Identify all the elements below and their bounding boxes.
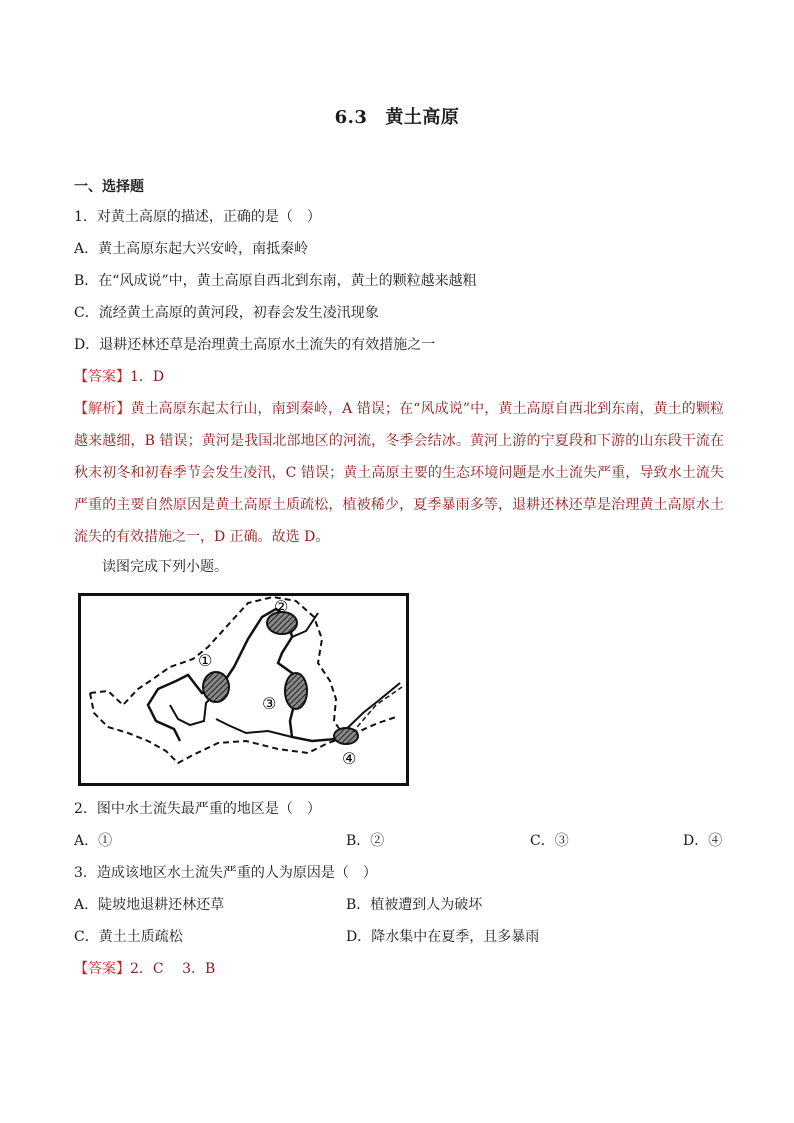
q2-option-b: B．②: [346, 833, 385, 849]
title-text: 黄土高原: [385, 107, 460, 128]
loess-plateau-map: [78, 593, 409, 786]
q1-stem: 1．对黄土高原的描述，正确的是（ ）: [74, 209, 321, 225]
q1-answer: [74, 367, 164, 387]
answer-text: 1．D: [130, 369, 165, 385]
q3-option-d: D．降水集中在夏季，且多暴雨: [346, 929, 540, 945]
q1-option-c: C．流经黄土高原的黄河段，初春会发生凌汛现象: [74, 305, 379, 321]
q1-option-a: A．黄土高原东起大兴安岭，南抵秦岭: [74, 241, 309, 257]
q3-stem: 3．造成该地区水土流失严重的人为原因是（ ）: [74, 865, 377, 881]
map-label-4: ④: [342, 749, 357, 768]
q2-option-d: D．④: [683, 833, 723, 849]
map-frame: [80, 595, 408, 785]
answer-tag: 【答案】: [74, 369, 130, 385]
q2-stem: 2．图中水土流失最严重的地区是（ ）: [74, 801, 321, 817]
answer2-tag: 【答案】: [74, 961, 130, 977]
zone-4: [334, 728, 358, 744]
analysis-tag: 【解析】: [74, 401, 131, 417]
answer2-text: 2．C 3．B: [130, 961, 216, 977]
q2-option-a: A．①: [74, 833, 113, 849]
map-label-3: ③: [262, 694, 277, 713]
map-label-2: ②: [274, 597, 289, 616]
q2-q3-answer: [74, 959, 215, 979]
q1-analysis: [74, 393, 724, 553]
section-heading: 一、选择题: [74, 179, 144, 195]
q3-option-b: B．植被遭到人为破坏: [346, 897, 483, 913]
q3-option-c: C．黄土土质疏松: [74, 929, 183, 945]
map-label-1: ①: [198, 651, 213, 670]
analysis-text: 黄土高原东起太行山，南到秦岭，A 错误；在“风成说”中，黄土高原自西北到东南，黄土的颗粒越来越细，B 错误；黄河是我国北部地区的河流，冬季会结冰。黄河上游的宁夏段和下游的山东段干流在秋末初冬和初春季节会发生凌汛，C 错误；黄土高原主要的生态环境问题是水土流失严重，导致水土流失严重的主要自然原因是黄土高原土质疏松，植被稀少，夏季暴雨多等，退耕还林还草是治理黄土高原水土流失的有效措施之一，D 正确。故选 D。: [74, 401, 725, 545]
q2-option-c: C．③: [530, 833, 569, 849]
page-title: [0, 103, 794, 129]
instruction: 读图完成下列小题。: [102, 559, 228, 575]
q3-option-a: A．陡坡地退耕还林还草: [74, 897, 225, 913]
title-number: 6.3: [334, 107, 368, 128]
q1-option-b: B．在“风成说”中，黄土高原自西北到东南，黄土的颗粒越来越粗: [74, 273, 477, 289]
zone-3: [285, 673, 307, 709]
q1-option-d: D．退耕还林还草是治理黄土高原水土流失的有效措施之一: [74, 337, 436, 353]
zone-1: [203, 672, 229, 702]
